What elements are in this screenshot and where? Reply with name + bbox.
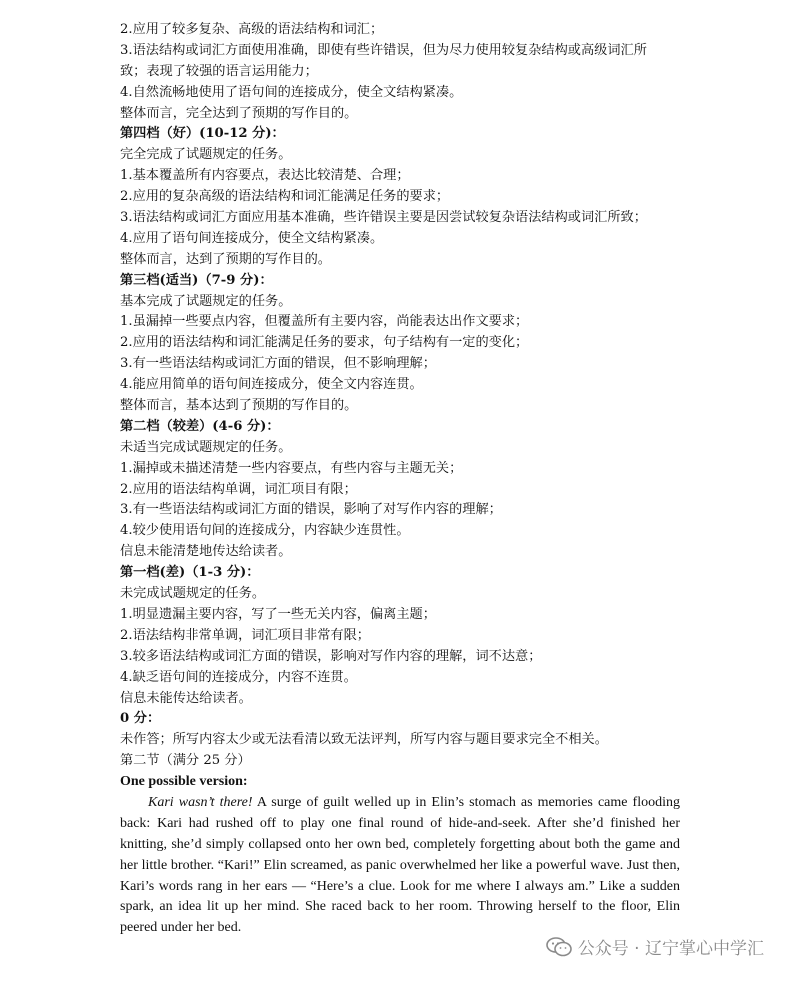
text-line: 2.应用的语法结构单调，词汇项目有限；	[120, 481, 357, 497]
text-line: 完全完成了试题规定的任务。	[120, 147, 292, 163]
section-heading: 第四档（好）(10-12 分)：	[120, 126, 285, 142]
text-line: 3.语法结构或词汇方面使用准确，即使有些许错误，但为尽力使用较复杂结构或高级词汇所	[120, 42, 647, 58]
section-heading: 第三档(适当)（7-9 分)：	[120, 272, 273, 288]
text-line: 1.基本覆盖所有内容要点，表达比较清楚、合理；	[120, 168, 410, 184]
text-line: 1.漏掉或未描述清楚一些内容要点，有些内容与主题无关；	[120, 460, 463, 476]
text-line: 未作答；所写内容太少或无法看清以致无法评判，所写内容与题目要求完全不相关。	[120, 732, 608, 748]
text-line: 1.虽漏掉一些要点内容，但覆盖所有主要内容，尚能表达出作文要求；	[120, 314, 529, 330]
text-line: 信息未能传达给读者。	[120, 690, 252, 706]
text-line: 整体而言，基本达到了预期的写作目的。	[120, 398, 358, 414]
section-heading: 第一档(差)（1-3 分)：	[120, 565, 260, 581]
watermark	[546, 934, 764, 959]
text-line: 未适当完成试题规定的任务。	[120, 439, 292, 455]
text-line: 2.应用了较多复杂、高级的语法结构和词汇；	[120, 22, 384, 37]
text-line: 2.语法结构非常单调，词汇项目非常有限；	[120, 627, 370, 643]
essay-paragraph	[120, 793, 680, 939]
text-line: 2.应用的语法结构和词汇能满足任务的要求，句子结构有一定的变化；	[120, 335, 529, 351]
section-heading: 第二档（较差）(4-6 分)：	[120, 418, 280, 434]
text-line: 整体而言，完全达到了预期的写作目的。	[120, 105, 358, 121]
text-line: 致；表现了较强的语言运用能力；	[120, 63, 318, 79]
essay-title: One possible version:	[120, 774, 248, 790]
text-line: 基本完成了试题规定的任务。	[120, 293, 292, 309]
watermark-text: 公众号 · 辽宁掌心中学汇	[577, 939, 764, 959]
document-page	[120, 20, 680, 939]
text-line: 第二节（满分 25 分）	[120, 753, 251, 769]
text-line: 2.应用的复杂高级的语法结构和词汇能满足任务的要求；	[120, 189, 450, 205]
text-line: 3.较多语法结构或词汇方面的错误，影响对写作内容的理解，词不达意；	[120, 648, 542, 664]
text-line: 3.有一些语法结构或词汇方面的错误，影响了对写作内容的理解；	[120, 502, 502, 518]
text-line: 信息未能清楚地传达给读者。	[120, 544, 292, 560]
text-line: 4.较少使用语句间的连接成分，内容缺少连贯性。	[120, 523, 410, 539]
text-line: 3.语法结构或词汇方面应用基本准确，些许错误主要是因尝试较复杂语法结构或词汇所致；	[120, 210, 647, 226]
text-line: 4.能应用简单的语句间连接成分，使全文内容连贯。	[120, 377, 423, 393]
essay-italic-opening: Kari wasn’t there!	[148, 794, 253, 810]
text-line: 4.缺乏语句间的连接成分，内容不连贯。	[120, 669, 357, 685]
text-line: 4.应用了语句间连接成分，使全文结构紧凑。	[120, 230, 384, 246]
essay-body: A surge of guilt welled up in Elin’s stomach as memories came flooding back: Kari had rushed off to play one final round of hide-and-seek. After she’d finished her knitting, she’d simply collapsed onto her own bed, completely forgetting about both the game and her little brother. “Kari!” Elin screamed, as panic overwhelmed her like a powerful wave. Just then, Kari’s words rang in her ears — “Here’s a clue. Look for me where I always am.” Like a sudden spark, an idea lit up her mind. She raced back to her room. Throwing herself to the floor, Elin peered under her bed.	[120, 794, 680, 936]
text-line: 1.明显遗漏主要内容，写了一些无关内容，偏离主题；	[120, 606, 436, 622]
section-heading: 0 分：	[120, 711, 161, 727]
text-line: 4.自然流畅地使用了语句间的连接成分，使全文结构紧凑。	[120, 84, 463, 100]
text-line: 3.有一些语法结构或词汇方面的错误，但不影响理解；	[120, 356, 436, 372]
wechat-icon	[546, 937, 572, 957]
text-line: 整体而言，达到了预期的写作目的。	[120, 251, 331, 267]
text-line: 未完成试题规定的任务。	[120, 586, 266, 602]
rubric-lines	[120, 20, 680, 772]
